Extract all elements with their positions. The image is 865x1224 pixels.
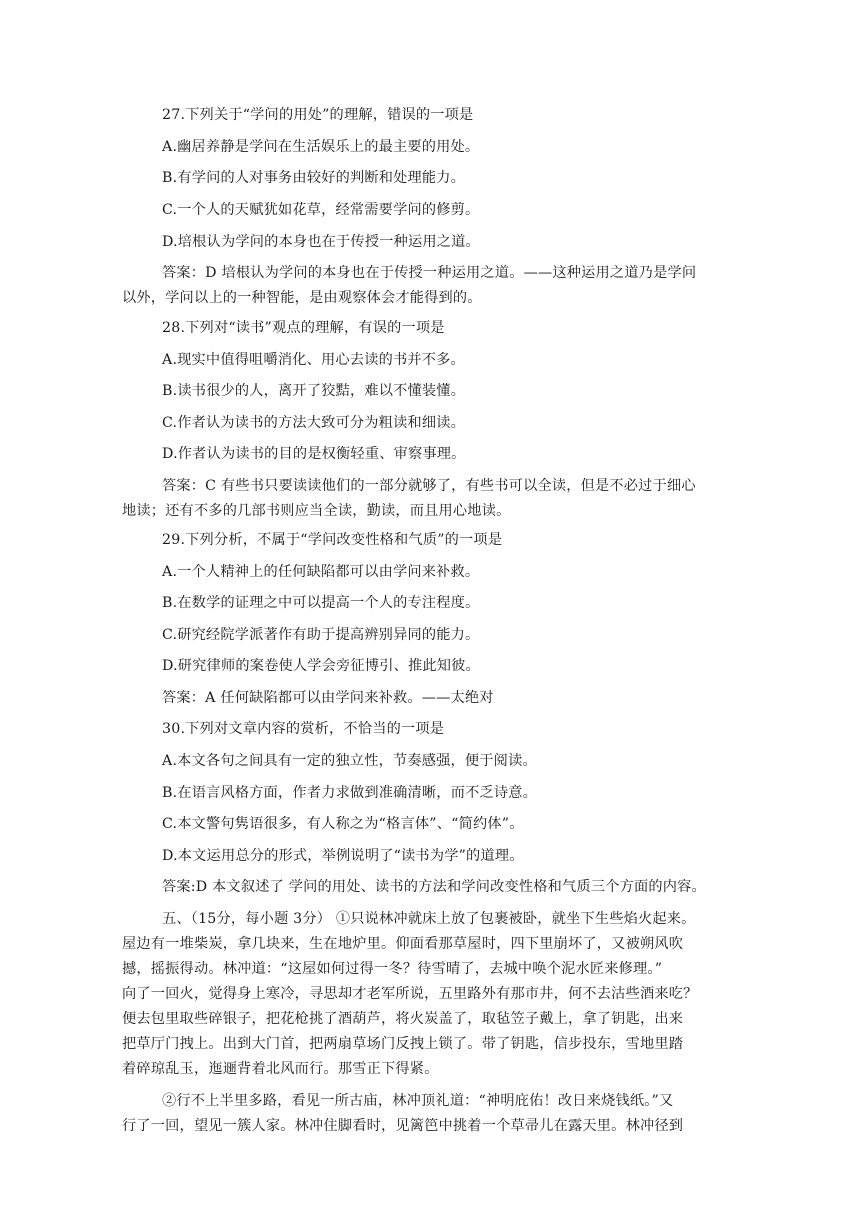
question-29-option-c: C.研究经院学派著作有助于提高辨别异同的能力。: [162, 627, 480, 643]
passage-para-2-line-1: ②行不上半里多路，看见一所古庙，林冲顶礼道：“神明庇佑！改日来烧钱纸。”又: [162, 1093, 674, 1109]
question-28-answer-line-2: 地读；还有不多的几部书则应当全读，勤读，而且用心地读。: [122, 503, 511, 519]
question-30-option-d: D.本文运用总分的形式，举例说明了“读书为学”的道理。: [162, 848, 524, 864]
question-27-option-b: B.有学问的人对事务由较好的判断和处理能力。: [162, 170, 466, 186]
question-27-option-d: D.培根认为学问的本身也在于传授一种运用之道。: [162, 234, 480, 250]
passage-para-1-line-3: 撼，摇振得动。林冲道：“这屋如何过得一冬？待雪晴了，去城中唤个泥水匠来修理。”: [122, 961, 663, 977]
question-28-option-c: C.作者认为读书的方法大致可分为粗读和细读。: [162, 415, 466, 431]
question-28-stem: 28.下列对“读书”观点的理解，有误的一项是: [162, 320, 445, 336]
question-30-option-b: B.在语言风格方面，作者力求做到准确清晰，而不乏诗意。: [162, 785, 538, 801]
question-28-answer-line-1: 答案：C 有些书只要读读他们的一部分就够了，有些书可以全读，但是不必过于细心: [162, 478, 696, 494]
passage-para-1-line-1: 五、（15分，每小题 3分） ①只说林冲就床上放了包裹被卧，就坐下生些焰火起来。: [162, 911, 696, 927]
passage-para-1-line-5: 便去包里取些碎银子，把花枪挑了酒葫芦，将火炭盖了，取毡笠子戴上，拿了钥匙，出来: [122, 1011, 684, 1027]
passage-para-2-line-2: 行了一回，望见一簇人家。林冲住脚看时，见篱笆中挑着一个草帚儿在露天里。林冲径到: [122, 1118, 684, 1134]
question-28-option-a: A.现实中值得咀嚼消化、用心去读的书并不多。: [162, 352, 465, 368]
passage-para-1-line-2: 屋边有一堆柴炭，拿几块来，生在地炉里。仰面看那草屋时，四下里崩坏了，又被朔风吹: [122, 936, 684, 952]
question-30-stem: 30.下列对文章内容的赏析，不恰当的一项是: [162, 721, 445, 737]
question-30-answer-line-1: 答案:D 本文叙述了 学问的用处、读书的方法和学问改变性格和气质三个方面的内容。: [162, 879, 706, 895]
question-27-option-c: C.一个人的天赋犹如花草，经常需要学问的修剪。: [162, 202, 480, 218]
question-28-option-d: D.作者认为读书的目的是权衡轻重、审察事理。: [162, 446, 466, 462]
question-30-option-c: C.本文警句隽语很多，有人称之为“格言体”、“简约体”。: [162, 816, 524, 832]
passage-para-1-line-7: 着碎琼乱玉，迤逦背着北风而行。那雪正下得紧。: [122, 1061, 439, 1077]
question-27-answer-line-2: 以外，学问以上的一种智能，是由观察体会才能得到的。: [122, 290, 482, 306]
question-27-answer-line-1: 答案：D 培根认为学问的本身也在于传授一种运用之道。——这种运用之道乃是学问: [162, 265, 697, 281]
passage-para-1-line-6: 把草厅门拽上。出到大门首，把两扇草场门反拽上锁了。带了钥匙，信步投东，雪地里踏: [122, 1036, 684, 1052]
question-28-option-b: B.读书很少的人，离开了狡黠，难以不懂装懂。: [162, 383, 466, 399]
question-29-stem: 29.下列分析，不属于“学问改变性格和气质”的一项是: [162, 532, 503, 548]
question-29-option-b: B.在数学的证理之中可以提高一个人的专注程度。: [162, 595, 480, 611]
question-27-stem: 27.下列关于“学问的用处”的理解，错误的一项是: [162, 107, 474, 123]
question-27-option-a: A.幽居养静是学问在生活娱乐上的最主要的用处。: [162, 139, 480, 155]
question-29-option-d: D.研究律师的案卷使人学会旁征博引、推此知彼。: [162, 658, 480, 674]
question-29-option-a: A.一个人精神上的任何缺陷都可以由学问来补救。: [162, 564, 480, 580]
question-30-option-a: A.本文各句之间具有一定的独立性，节奏感强，便于阅读。: [162, 753, 537, 769]
question-29-answer-line-1: 答案：A 任何缺陷都可以由学问来补救。——太绝对: [162, 690, 494, 706]
passage-para-1-line-4: 向了一回火，觉得身上寒冷，寻思却才老军所说，五里路外有那市井，何不去沽些酒来吃？: [122, 986, 698, 1002]
